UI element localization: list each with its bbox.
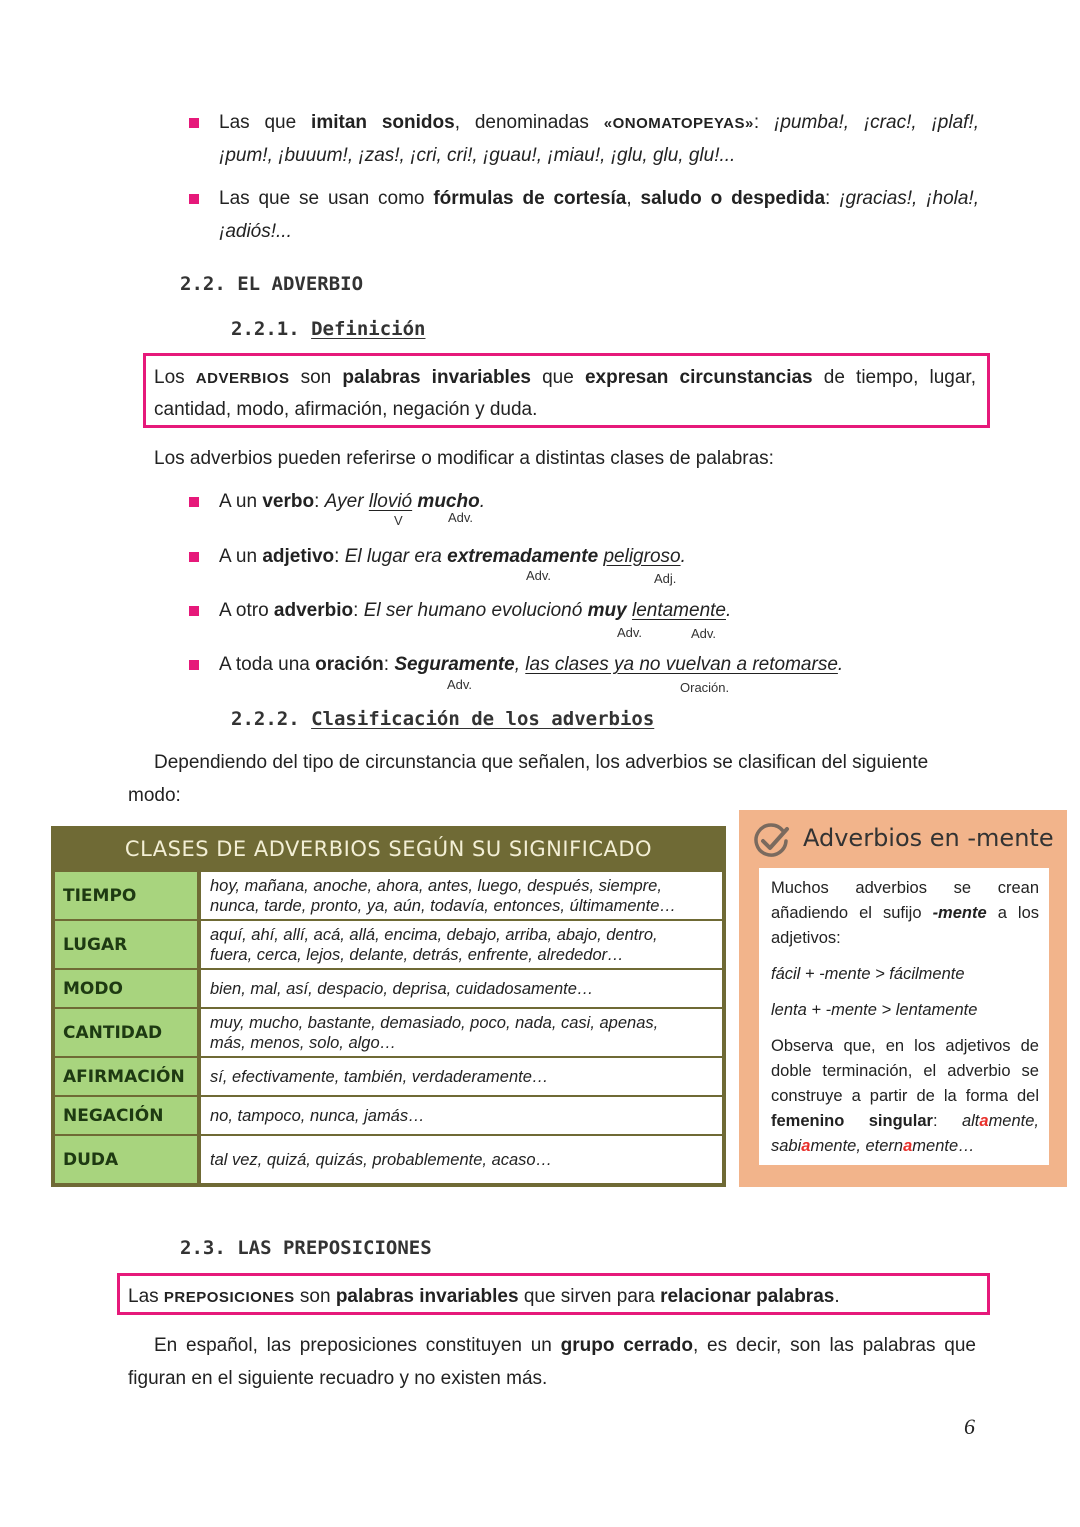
example-verbo: A un verbo: Ayer llovió mucho. [219,491,485,512]
table-category: DUDA [55,1136,197,1183]
panel-example: lenta + -mente > lentamente [771,1001,978,1019]
example-adjetivo: A un adjetivo: El lugar era extremadamente peligroso. [219,546,686,567]
bullet-marker [189,552,199,562]
table-values: bien, mal, así, despacio, deprisa, cuidadosamente… [201,970,722,1007]
example-adverbio: A otro adverbio: El ser humano evolucionó muy lentamente. [219,600,732,621]
table-values: hoy, mañana, anoche, ahora, antes, luego, después, siempre, nunca, tarde, pronto, ya, aún, todavía, entonces, últimamente… [201,872,722,919]
definition-text-preposiciones: Las PREPOSICIONES son palabras invariables que sirven para relacionar palabras. [128,1286,840,1307]
panel-paragraph: Observa que, en los adjetivos de doble terminación, el adverbio se construye a partir de la forma del femenino singular: altamente, sabiamente, eternamente… [771,1037,1040,1155]
panel-body [759,868,1049,1165]
panel-paragraph: Muchos adverbios se crean añadiendo el sufijo -mente a los adjetivos: [771,879,1039,947]
bullet-marker [189,660,199,670]
label-sentence: Oración. [680,680,730,695]
table-row [55,1097,722,1134]
checkmark-circle-icon [753,822,791,860]
label-adverb: Adv. [448,510,474,525]
clasificacion-intro: Dependiendo del tipo de circunstancia que señalen, los adverbios se clasifican del siguiente [154,752,929,773]
table-values: no, tampoco, nunca, jamás… [201,1097,722,1134]
panel-example: fácil + -mente > fácilmente [771,965,965,983]
mente-info-panel [739,810,1067,1187]
subsection-heading-clasificacion: 2.2.2. Clasificación de los adverbios [231,708,655,730]
table-category: AFIRMACIÓN [55,1058,197,1095]
table-row [55,1058,722,1095]
table-row [55,1136,722,1183]
bullet-marker [189,497,199,507]
adverb-classes-table [51,826,726,1187]
bullet-marker [189,194,199,204]
interjection-cortesia: Las que se usan como fórmulas de cortesía, saludo o despedida: ¡gracias!, ¡hola!, [219,188,979,209]
subsection-heading-definicion: 2.2.1. Definición [231,318,426,340]
table-values: muy, mucho, bastante, demasiado, poco, nada, casi, apenas, más, menos, solo, algo… [201,1009,722,1056]
preposiciones-paragraph-line2: figuran en el siguiente recuadro y no existen más. [128,1368,548,1389]
table-row [55,1009,722,1056]
definition-text-adverbios: Los ADVERBIOS son palabras invariables que expresan circunstancias de tiempo, lugar, [154,367,976,388]
section-heading-adverbio: 2.2. EL ADVERBIO [180,273,364,295]
label-adverb: Adv. [617,625,643,640]
interjection-onomatopeyas-line2: ¡pum!, ¡buuum!, ¡zas!, ¡cri, cri!, ¡guau!, ¡miau!, ¡glu, glu, glu!... [219,145,736,166]
preposiciones-paragraph: En español, las preposiciones constituyen un grupo cerrado, es decir, son las palabras que [154,1335,976,1356]
interjection-cortesia-line2: ¡adiós!... [219,221,292,242]
example-oracion: A toda una oración: Seguramente, las clases ya no vuelvan a retomarse. [219,654,844,675]
table-row [55,970,722,1007]
adverbios-intro: Los adverbios pueden referirse o modificar a distintas clases de palabras: [154,448,774,469]
clasificacion-intro-line2: modo: [128,785,181,806]
label-adverb: Adv. [691,626,717,641]
section-heading-preposiciones: 2.3. LAS PREPOSICIONES [180,1237,432,1259]
page-number: 6 [964,1414,975,1439]
table-row [55,872,722,919]
label-adjective: Adj. [654,571,677,586]
table-category: CANTIDAD [55,1009,197,1056]
label-verb: V [394,513,403,528]
table-values: sí, efectivamente, también, verdaderamente… [201,1058,722,1095]
definition-text-adverbios-line2: cantidad, modo, afirmación, negación y duda. [154,399,538,420]
table-row [55,921,722,968]
bullet-marker [189,606,199,616]
table-category: TIEMPO [55,872,197,919]
interjection-onomatopeyas: Las que imitan sonidos, denominadas «ONOMATOPEYAS»: ¡pumba!, ¡crac!, ¡plaf!, [219,112,979,133]
table-category: LUGAR [55,921,197,968]
label-adverb: Adv. [526,568,552,583]
table-category: NEGACIÓN [55,1097,197,1134]
table-category: MODO [55,970,197,1007]
table-title: CLASES DE ADVERBIOS SEGÚN SU SIGNIFICADO [124,837,653,861]
table-values: aquí, ahí, allí, acá, allá, encima, debajo, arriba, abajo, dentro, fuera, cerca, lejos, delante, detrás, enfrente, alrededor… [201,921,722,968]
bullet-marker [189,118,199,128]
label-adverb: Adv. [447,677,473,692]
panel-title: Adverbios en -mente [803,824,1054,852]
table-values: tal vez, quizá, quizás, probablemente, acaso… [201,1136,722,1183]
